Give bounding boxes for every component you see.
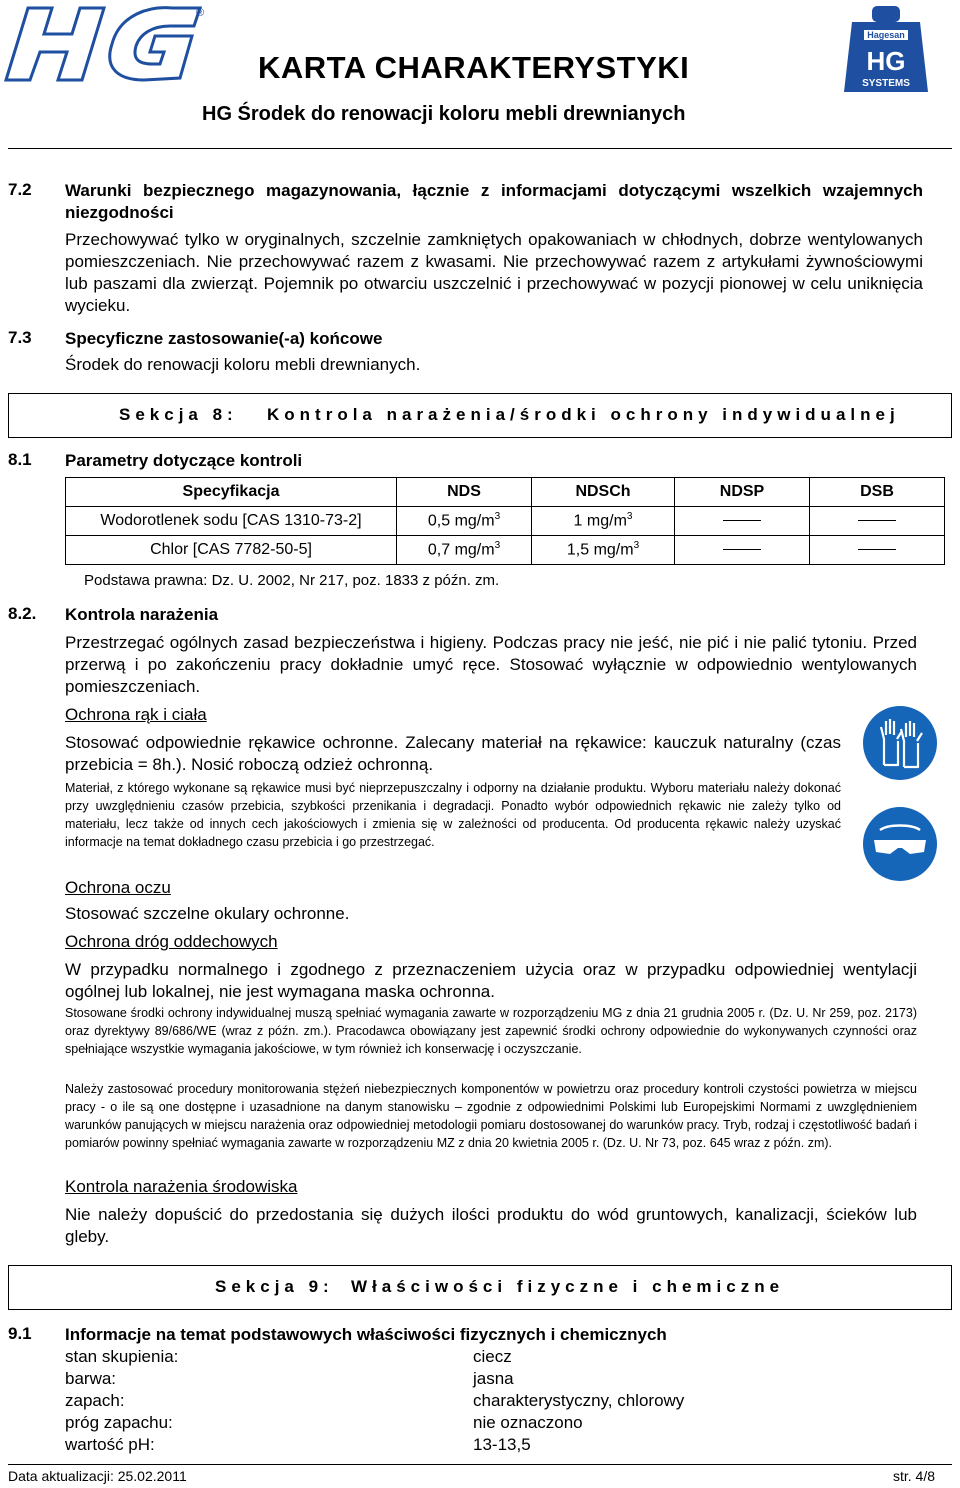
property-value: charakterystyczny, chlorowy	[473, 1391, 685, 1410]
property-name: zapach:	[65, 1391, 125, 1410]
table-row	[66, 536, 945, 565]
legal-basis: Podstawa prawna: Dz. U. 2002, Nr 217, poz. 1833 z późn. zm.	[84, 572, 500, 589]
update-date: Data aktualizacji: 25.02.2011	[8, 1468, 187, 1484]
section-9-label: Sekcja 9:	[215, 1277, 334, 1296]
badge-top-text: Hagesan	[867, 30, 905, 40]
property-value: jasna	[473, 1369, 514, 1388]
hagesan-hg-systems-badge	[838, 6, 934, 99]
property-name: próg zapachu:	[65, 1413, 173, 1432]
dash-mark	[723, 520, 761, 521]
property-value: 13-13,5	[473, 1435, 531, 1454]
hand-protection-text: Stosować odpowiednie rękawice ochronne. Zalecany materiał na rękawice: kauczuk naturalny (czas przebicia = 8h.). Nosić roboczą odzież ochronną.	[65, 733, 841, 774]
gloves-icon	[862, 705, 938, 786]
footer-divider	[8, 1464, 952, 1465]
s73-heading: Specyficzne zastosowanie(-a) końcowe	[65, 329, 383, 348]
table-header-cell: NDSP	[675, 478, 810, 507]
respiratory-note-2: Należy zastosować procedury monitorowania stężeń niebezpiecznych komponentów w powietrzu oraz procedury kontroli czystości powietrza w miejscu pracy - o ile są one dostępne i uzasadnione na danym stanowisku – zgodnie z odpowiednimi Polskimi lub Europejskimi Normami z uwzględnieniem warunków panujących w miejscu narażenia oraz odpowiedniej metodologii pomiaru dostosowanej do warunków pracy. Tryb, rodzaj i częstotliwość badań i pomiarów powinny spełniać wymagania zawarte w rozporządzeniu MZ z dnia 20 kwietnia 2005 r. (Dz. U. Nr 73, poz. 645 wraz z późn. zm).	[65, 1082, 917, 1150]
s72-text: Przechowywać tylko w oryginalnych, szczelnie zamkniętych opakowaniach w chłodnych, dobrze wentylowanych pomieszczeniach. Nie przechowywać razem z kwasami. Nie przechowywać razem z artykułami żywnościowymi lub paszami dla zwierząt. Pojemnik po otwarciu uszczelnić i przechowywać w pozycji pionowej w celu uniknięcia wycieku.	[65, 230, 923, 315]
environmental-control-heading: Kontrola narażenia środowiska	[65, 1177, 298, 1196]
badge-bottom-text: SYSTEMS	[862, 78, 910, 89]
environmental-control-text: Nie należy dopuścić do przedostania się dużych ilości produktu do wód gruntowych, kanalizacji, ścieków lub gleby.	[65, 1205, 917, 1246]
s82-general-text: Przestrzegać ogólnych zasad bezpieczeństwa i higieny. Podczas pracy nie jeść, nie pić i nie palić tytoniu. Przed przerwą i po zakończeniu pracy dokładnie umyć ręce. Stosować wyłącznie w odpowiednio wentylowanych pomieszczeniach.	[65, 633, 917, 696]
section-9-title: Właściwości fizyczne i chemiczne	[351, 1277, 785, 1296]
table-header-row	[66, 478, 945, 507]
table-cell	[810, 536, 945, 565]
s82-heading: Kontrola narażenia	[65, 605, 219, 624]
property-name: barwa:	[65, 1369, 117, 1388]
eye-protection-heading: Ochrona oczu	[65, 878, 171, 897]
respiratory-protection-text: W przypadku normalnego i zgodnego z przeznaczeniem użycia oraz w przypadku odpowiedniej wentylacji ogólnej lub lokalnej, nie jest wymagana maska ochronna.	[65, 960, 917, 1001]
s81-number: 8.1	[8, 450, 32, 469]
property-value: ciecz	[473, 1347, 512, 1366]
section-9-header	[8, 1265, 952, 1310]
property-value: nie oznaczono	[473, 1413, 583, 1432]
table-cell	[675, 507, 810, 536]
section-8-label: Sekcja 8:	[119, 405, 238, 424]
property-name: stan skupienia:	[65, 1347, 179, 1366]
table-cell: 1,5 $mg/m^3$	[532, 536, 675, 565]
s82-number: 8.2.	[8, 604, 37, 623]
document-title: KARTA CHARAKTERYSTYKI	[258, 50, 690, 85]
page-number: str. 4/8	[893, 1468, 936, 1484]
respiratory-protection-heading: Ochrona dróg oddechowych	[65, 932, 278, 951]
table-header-cell: NDS	[397, 478, 532, 507]
document-subtitle: HG Środek do renowacji koloru mebli drewnianych	[202, 103, 686, 125]
s91-number: 9.1	[8, 1324, 32, 1343]
hand-protection-note: Materiał, z którego wykonane są rękawice musi być nieprzepuszczalny i odporny na działanie produktu. Wyboru materiału należy dokonać przy uwzględnieniu czasów przebicia, szybkości przenikania i degradacji. Ponadto wybór odpowiednich rękawic nie zależy tylko od materiału, lecz także od innych cech jakościowych i zmienia się w zależności od producenta. Od producenta rękawic należy uzyskać informacje na temat dokładnego czasu przebicia i go przestrzegać.	[65, 781, 841, 849]
table-cell: 0,7 $mg/m^3$	[397, 536, 532, 565]
table-header-cell: Specyfikacja	[66, 478, 397, 507]
hand-protection-heading: Ochrona rąk i ciała	[65, 705, 207, 724]
s91-heading: Informacje na temat podstawowych właściwości fizycznych i chemicznych	[65, 1325, 667, 1344]
table-header-cell: DSB	[810, 478, 945, 507]
hg-logo	[0, 0, 210, 97]
property-name: wartość pH:	[65, 1435, 155, 1454]
s72-number: 7.2	[8, 180, 32, 199]
s73-text: Środek do renowacji koloru mebli drewnianych.	[65, 355, 421, 374]
goggles-icon	[862, 806, 938, 887]
section-8-title: Kontrola narażenia/środki ochrony indywidualnej	[267, 405, 900, 424]
table-header-cell: NDSCh	[532, 478, 675, 507]
dash-mark	[723, 549, 761, 550]
eye-protection-text: Stosować szczelne okulary ochronne.	[65, 904, 350, 923]
dash-mark	[858, 520, 896, 521]
table-cell: 0,5 $mg/m^3$	[397, 507, 532, 536]
table-cell	[810, 507, 945, 536]
table-cell: Chlor [CAS 7782-50-5]	[66, 536, 397, 565]
section-8-header	[8, 393, 952, 438]
table-cell: 1 $mg/m^3$	[532, 507, 675, 536]
table-row	[66, 507, 945, 536]
table-cell: Wodorotlenek sodu [CAS 1310-73-2]	[66, 507, 397, 536]
s81-heading: Parametry dotyczące kontroli	[65, 451, 303, 470]
badge-mid-text: HG	[866, 46, 906, 76]
table-cell	[675, 536, 810, 565]
respiratory-note-1: Stosowane środki ochrony indywidualnej muszą spełniać wymagania zawarte w rozporządzeniu MG z dnia 21 grudnia 2005 r. (Dz. U. Nr 259, poz. 2173) oraz dyrektywy 89/686/WE (wraz z późn. zm.). Pracodawca obowiązany jest zapewnić środki ochrony odpowiednie do wykonywanych czynności oraz spełniające wszystkie wymagania jakościowe, w tym również ich konserwację i oczyszczanie.	[65, 1006, 917, 1056]
exposure-limits-table	[65, 477, 945, 565]
svg-text:®: ®	[196, 7, 205, 19]
dash-mark	[858, 549, 896, 550]
header-divider	[8, 148, 952, 149]
s72-heading: Warunki bezpiecznego magazynowania, łącznie z informacjami dotyczącymi wszelkich wzajemnych niezgodności	[65, 181, 923, 222]
s73-number: 7.3	[8, 328, 32, 347]
